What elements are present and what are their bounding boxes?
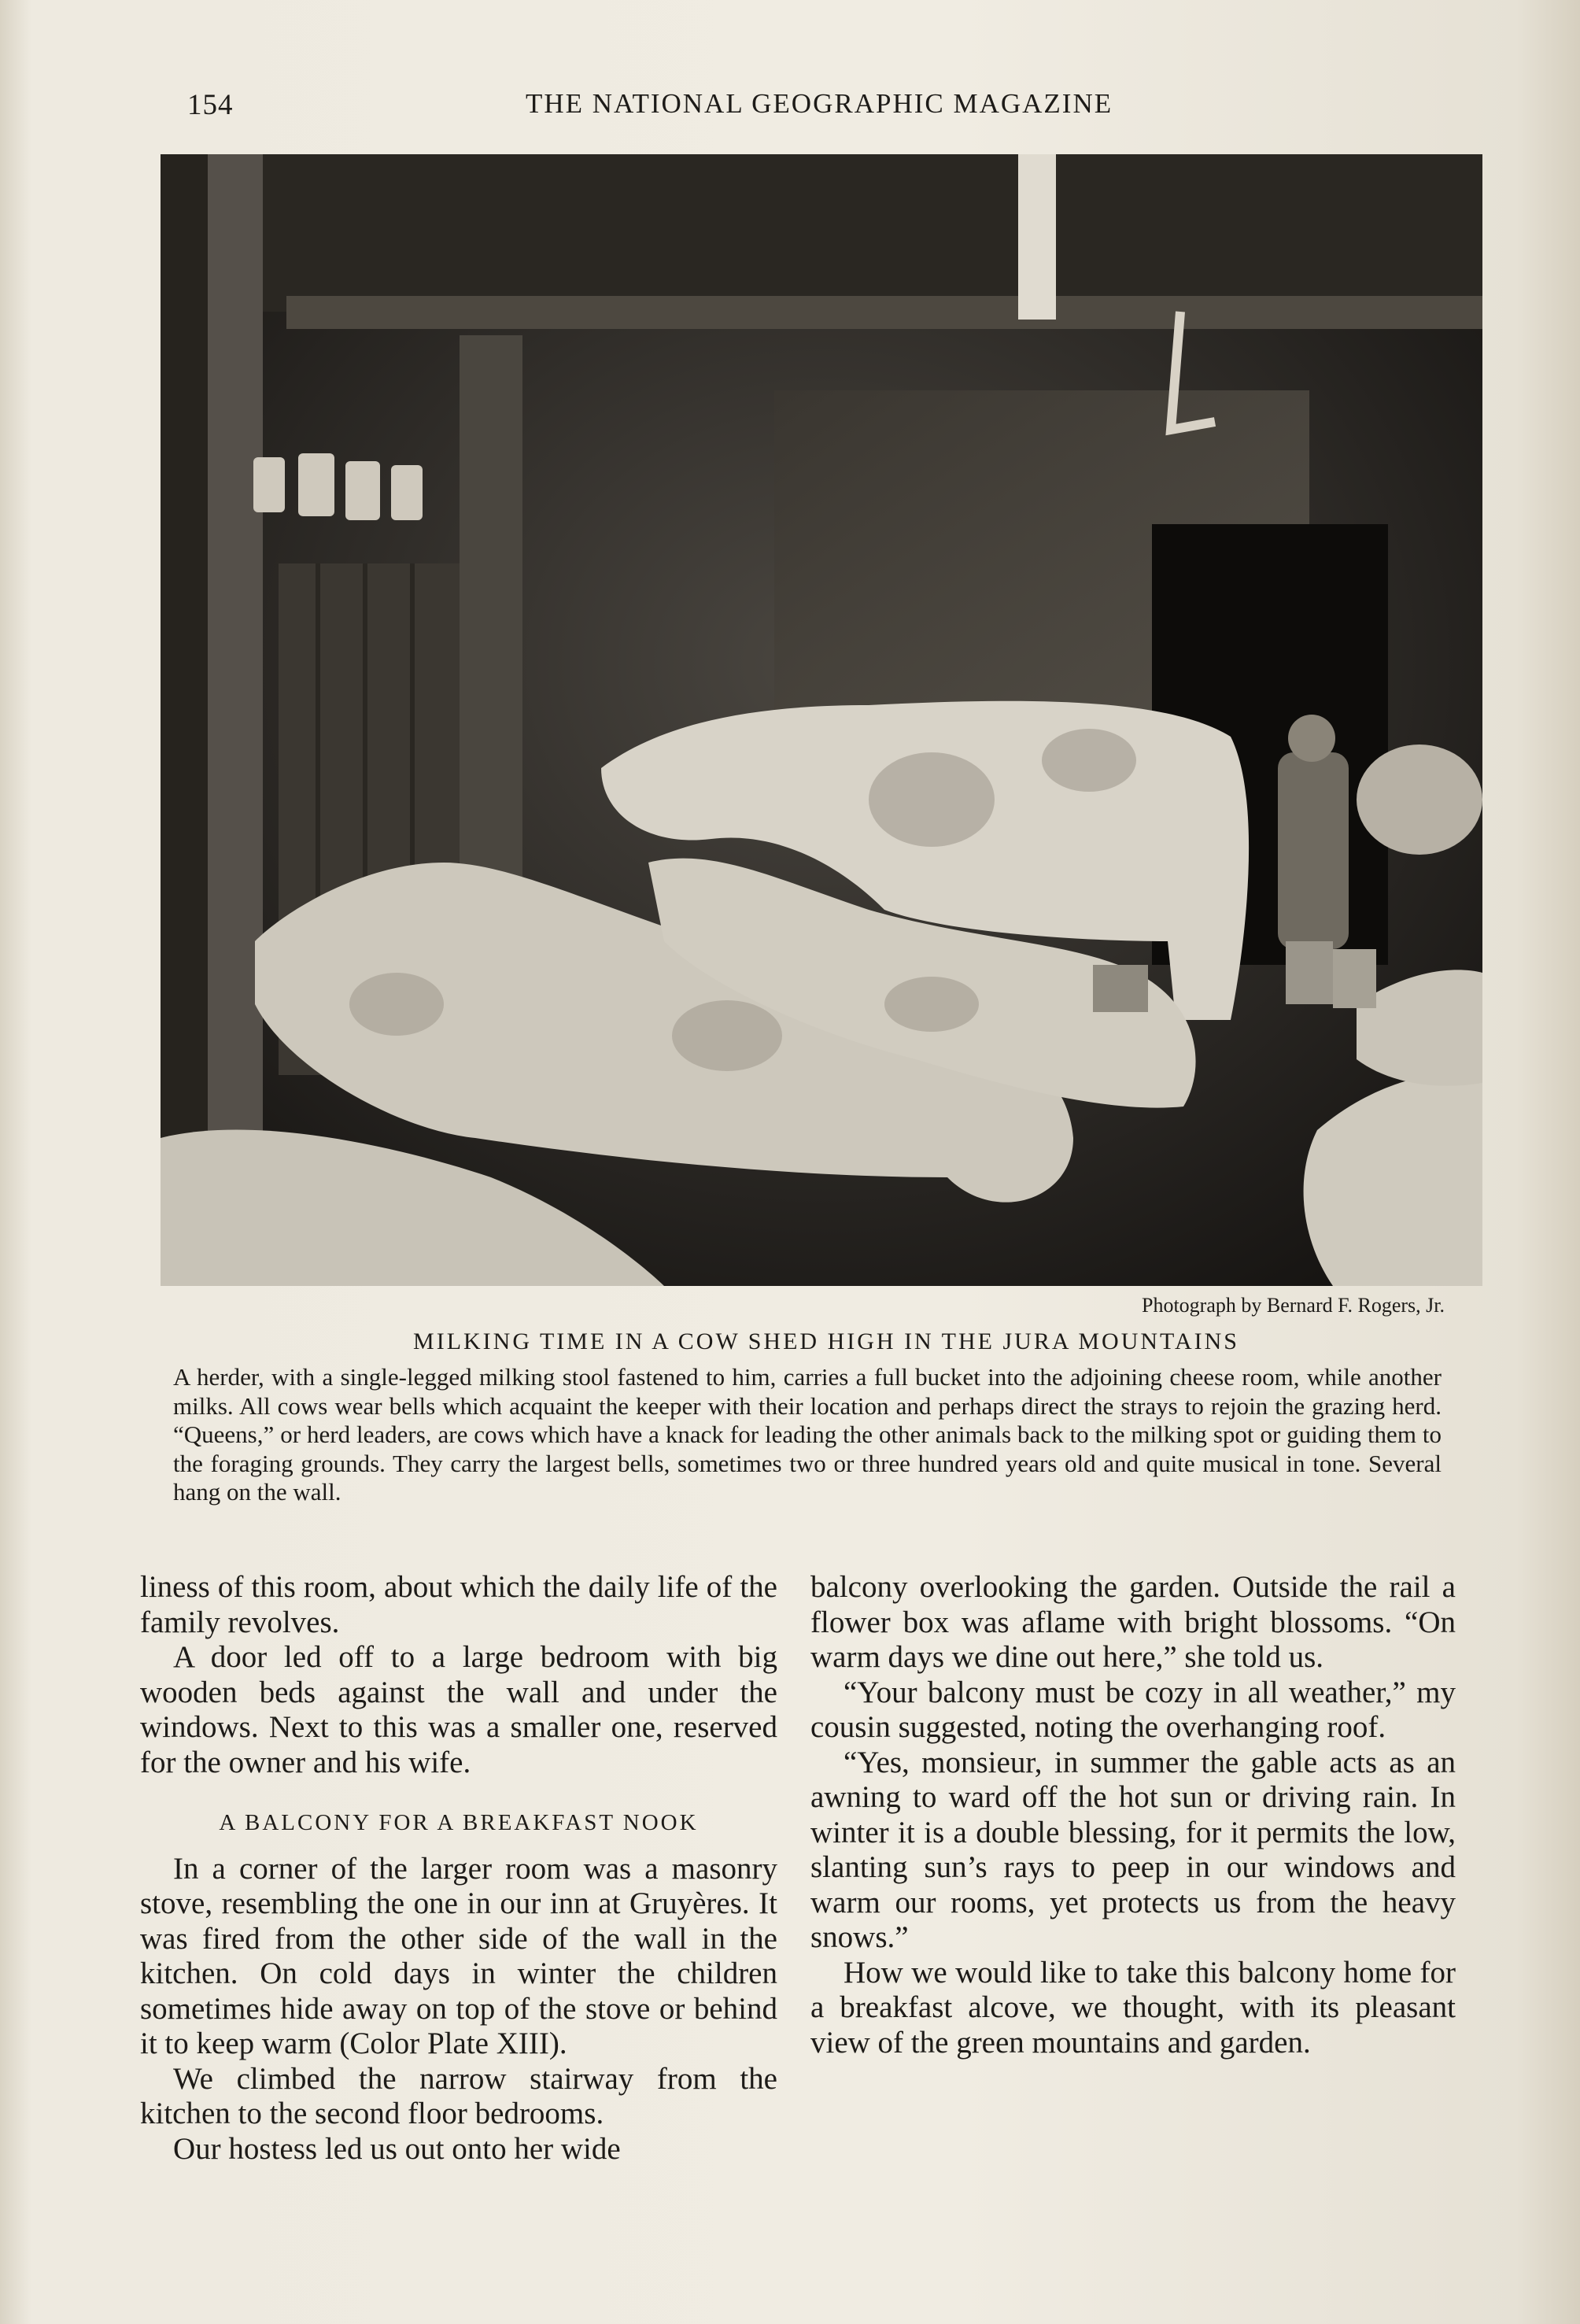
right-column xyxy=(810,1570,1456,2060)
photo-credit: Photograph by Bernard F. Rogers, Jr. xyxy=(1142,1294,1445,1317)
paragraph: How we would like to take this balcony home for a breakfast alcove, we thought, with its pleasant view of the green mountains and garden. xyxy=(810,1955,1456,2060)
paragraph: “Your balcony must be cozy in all weather,” my cousin suggested, noting the overhanging roof. xyxy=(810,1675,1456,1744)
section-heading: A BALCONY FOR A BREAKFAST NOOK xyxy=(219,1810,699,1835)
paragraph: In a corner of the larger room was a masonry stove, resembling the one in our inn at Gruyères. It was fired from the other side of the wall in the kitchen. On cold days in winter the children sometimes hide away on top of the stove or behind it to keep warm (Color Plate XIII). xyxy=(140,1851,777,2060)
page-number: 154 xyxy=(187,89,234,121)
paragraph: A door led off to a large bedroom with big wooden beds against the wall and under the windows. Next to this was a smaller one, reserved for the owner and his wife. xyxy=(140,1640,777,1779)
caption-body: A herder, with a single-legged milking stool fastened to him, carries a full bucket into the adjoining cheese room, while another milks. All cows wear bells which acquaint the keeper with their location and perhaps direct the strays to rejoin the grazing herd. “Queens,” or herd leaders, are cows which have a knack for leading the other animals back to the milking spot or guiding them to the foraging grounds. They carry the largest bells, sometimes two or three hundred years old and quite musical in tone. Several hang on the wall. xyxy=(173,1363,1442,1506)
paragraph: liness of this room, about which the daily life of the family revolves. xyxy=(140,1570,777,1639)
caption-title: MILKING TIME IN A COW SHED HIGH IN THE JURA MOUNTAINS xyxy=(413,1328,1239,1354)
paragraph: balcony overlooking the garden. Outside the rail a flower box was aflame with bright blossoms. “On warm days we dine out here,” she told us. xyxy=(810,1570,1456,1674)
magazine-title: THE NATIONAL GEOGRAPHIC MAGAZINE xyxy=(526,88,1113,119)
running-head xyxy=(187,88,1155,127)
cow-shed-photograph xyxy=(161,154,1482,1286)
photograph-illustration xyxy=(161,154,1482,1286)
paragraph: Our hostess led us out onto her wide xyxy=(173,2131,621,2166)
paragraph: “Yes, monsieur, in summer the gable acts as an awning to ward off the hot sun or driving rain. In winter it is a double blessing, for it permits the low, slanting sun’s rays to peep in our windows and warm our rooms, yet protects us from the heavy snows.” xyxy=(810,1745,1456,1954)
paragraph: We climbed the narrow stairway from the kitchen to the second floor bedrooms. xyxy=(140,2061,777,2130)
left-column xyxy=(140,1570,777,2167)
